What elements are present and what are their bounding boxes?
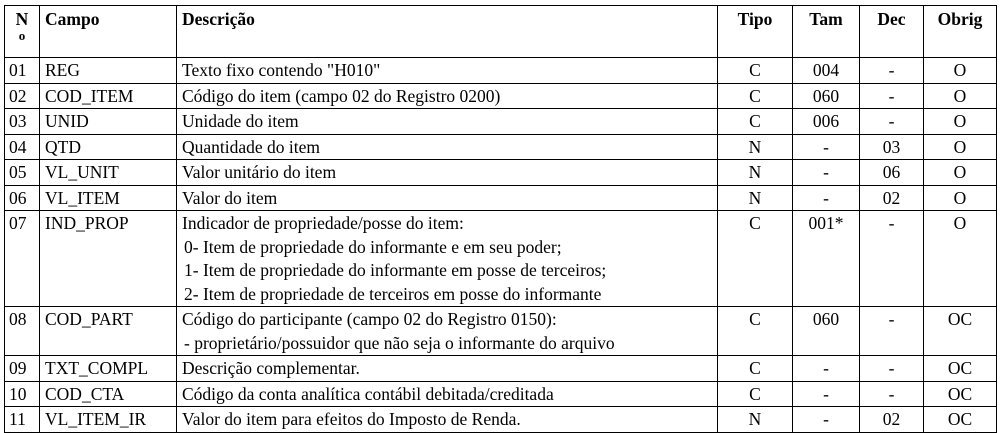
- cell-tipo: C: [718, 307, 793, 356]
- cell-dec: -: [860, 211, 924, 307]
- header-no-ordinal: o: [18, 28, 26, 43]
- cell-descricao: [177, 211, 718, 307]
- table-row: [5, 83, 997, 109]
- cell-tam: -: [793, 160, 860, 186]
- cell-descricao: [177, 356, 718, 382]
- cell-dec: -: [860, 381, 924, 407]
- cell-no: 01: [5, 58, 40, 84]
- cell-dec: -: [860, 356, 924, 382]
- header-no: [5, 6, 40, 58]
- cell-tipo: N: [718, 407, 793, 433]
- cell-tipo: C: [718, 211, 793, 307]
- cell-tam: 060: [793, 83, 860, 109]
- header-obrig: Obrig: [924, 6, 997, 58]
- header-no-label: N: [15, 9, 29, 29]
- cell-no: 04: [5, 134, 40, 160]
- cell-obrig: O: [924, 160, 997, 186]
- cell-campo: UNID: [40, 109, 177, 135]
- cell-dec: 06: [860, 160, 924, 186]
- cell-tipo: N: [718, 134, 793, 160]
- table-row: [5, 160, 997, 186]
- cell-descricao: [177, 109, 718, 135]
- cell-campo: COD_ITEM: [40, 83, 177, 109]
- table-row: [5, 109, 997, 135]
- cell-descricao: [177, 307, 718, 356]
- table-body: [5, 58, 997, 433]
- cell-tipo: N: [718, 185, 793, 211]
- description-line: Texto fixo contendo "H010": [182, 60, 381, 80]
- cell-no: 11: [5, 407, 40, 433]
- cell-tam: 001*: [793, 211, 860, 307]
- table-row: [5, 58, 997, 84]
- cell-obrig: OC: [924, 307, 997, 356]
- cell-descricao: [177, 185, 718, 211]
- description-line: 1- Item de propriedade do informante em posse de terceiros;: [184, 260, 607, 280]
- cell-descricao: [177, 83, 718, 109]
- cell-tipo: C: [718, 83, 793, 109]
- cell-campo: VL_UNIT: [40, 160, 177, 186]
- cell-obrig: OC: [924, 356, 997, 382]
- cell-descricao: [177, 58, 718, 84]
- cell-tam: -: [793, 407, 860, 433]
- description-line: Indicador de propriedade/posse do item:: [182, 213, 464, 233]
- description-line: Descrição complementar.: [182, 358, 360, 378]
- table-row: [5, 307, 997, 356]
- description-line: Código do item (campo 02 do Registro 0200): [182, 85, 501, 106]
- description-line: Valor do item para efeitos do Imposto de Renda.: [182, 409, 521, 429]
- cell-tipo: C: [718, 58, 793, 84]
- register-fields-table: [4, 5, 997, 433]
- cell-no: 05: [5, 160, 40, 186]
- description-line: Código do participante (campo 02 do Registro 0150):: [182, 309, 557, 329]
- cell-obrig: O: [924, 211, 997, 307]
- cell-dec: -: [860, 109, 924, 135]
- cell-obrig: OC: [924, 407, 997, 433]
- cell-tam: -: [793, 356, 860, 382]
- cell-tipo: C: [718, 356, 793, 382]
- cell-descricao: [177, 381, 718, 407]
- cell-dec: -: [860, 307, 924, 356]
- header-campo: Campo: [40, 6, 177, 58]
- cell-no: 06: [5, 185, 40, 211]
- cell-no: 08: [5, 307, 40, 356]
- cell-campo: TXT_COMPL: [40, 356, 177, 382]
- cell-no: 03: [5, 109, 40, 135]
- header-tipo: Tipo: [718, 6, 793, 58]
- table-row: [5, 211, 997, 307]
- header-tam: Tam: [793, 6, 860, 58]
- cell-dec: 02: [860, 185, 924, 211]
- cell-obrig: OC: [924, 381, 997, 407]
- description-line: Código da conta analítica contábil debitada/creditada: [182, 383, 554, 404]
- cell-tam: 060: [793, 307, 860, 356]
- table-row: [5, 381, 997, 407]
- cell-descricao: [177, 134, 718, 160]
- header-descricao: Descrição: [177, 6, 718, 58]
- cell-dec: 02: [860, 407, 924, 433]
- table-row: [5, 407, 997, 433]
- cell-no: 09: [5, 356, 40, 382]
- description-line: Unidade do item: [182, 111, 299, 131]
- cell-dec: 03: [860, 134, 924, 160]
- cell-campo: COD_PART: [40, 307, 177, 356]
- table-row: [5, 134, 997, 160]
- cell-obrig: O: [924, 83, 997, 109]
- cell-dec: -: [860, 83, 924, 109]
- cell-descricao: [177, 160, 718, 186]
- cell-obrig: O: [924, 134, 997, 160]
- description-line: Quantidade do item: [182, 136, 321, 157]
- header-row: [5, 6, 997, 58]
- cell-campo: VL_ITEM: [40, 185, 177, 211]
- cell-tipo: C: [718, 381, 793, 407]
- cell-obrig: O: [924, 185, 997, 211]
- cell-no: 10: [5, 381, 40, 407]
- table-row: [5, 185, 997, 211]
- cell-no: 02: [5, 83, 40, 109]
- cell-dec: -: [860, 58, 924, 84]
- cell-tam: -: [793, 185, 860, 211]
- description-line: Valor unitário do item: [182, 162, 337, 182]
- cell-tam: -: [793, 381, 860, 407]
- cell-campo: IND_PROP: [40, 211, 177, 307]
- cell-tipo: C: [718, 109, 793, 135]
- cell-tam: 006: [793, 109, 860, 135]
- cell-tam: -: [793, 134, 860, 160]
- cell-descricao: [177, 407, 718, 433]
- description-line: - proprietário/possuidor que não seja o informante do arquivo: [184, 332, 615, 353]
- cell-obrig: O: [924, 58, 997, 84]
- cell-campo: REG: [40, 58, 177, 84]
- description-line: Valor do item: [182, 187, 278, 208]
- cell-obrig: O: [924, 109, 997, 135]
- cell-tam: 004: [793, 58, 860, 84]
- description-line: 2- Item de propriedade de terceiros em posse do informante: [184, 283, 602, 304]
- description-line: 0- Item de propriedade do informante e em seu poder;: [184, 236, 562, 257]
- header-dec: Dec: [860, 6, 924, 58]
- cell-tipo: N: [718, 160, 793, 186]
- cell-campo: VL_ITEM_IR: [40, 407, 177, 433]
- table-row: [5, 356, 997, 382]
- cell-campo: COD_CTA: [40, 381, 177, 407]
- cell-no: 07: [5, 211, 40, 307]
- cell-campo: QTD: [40, 134, 177, 160]
